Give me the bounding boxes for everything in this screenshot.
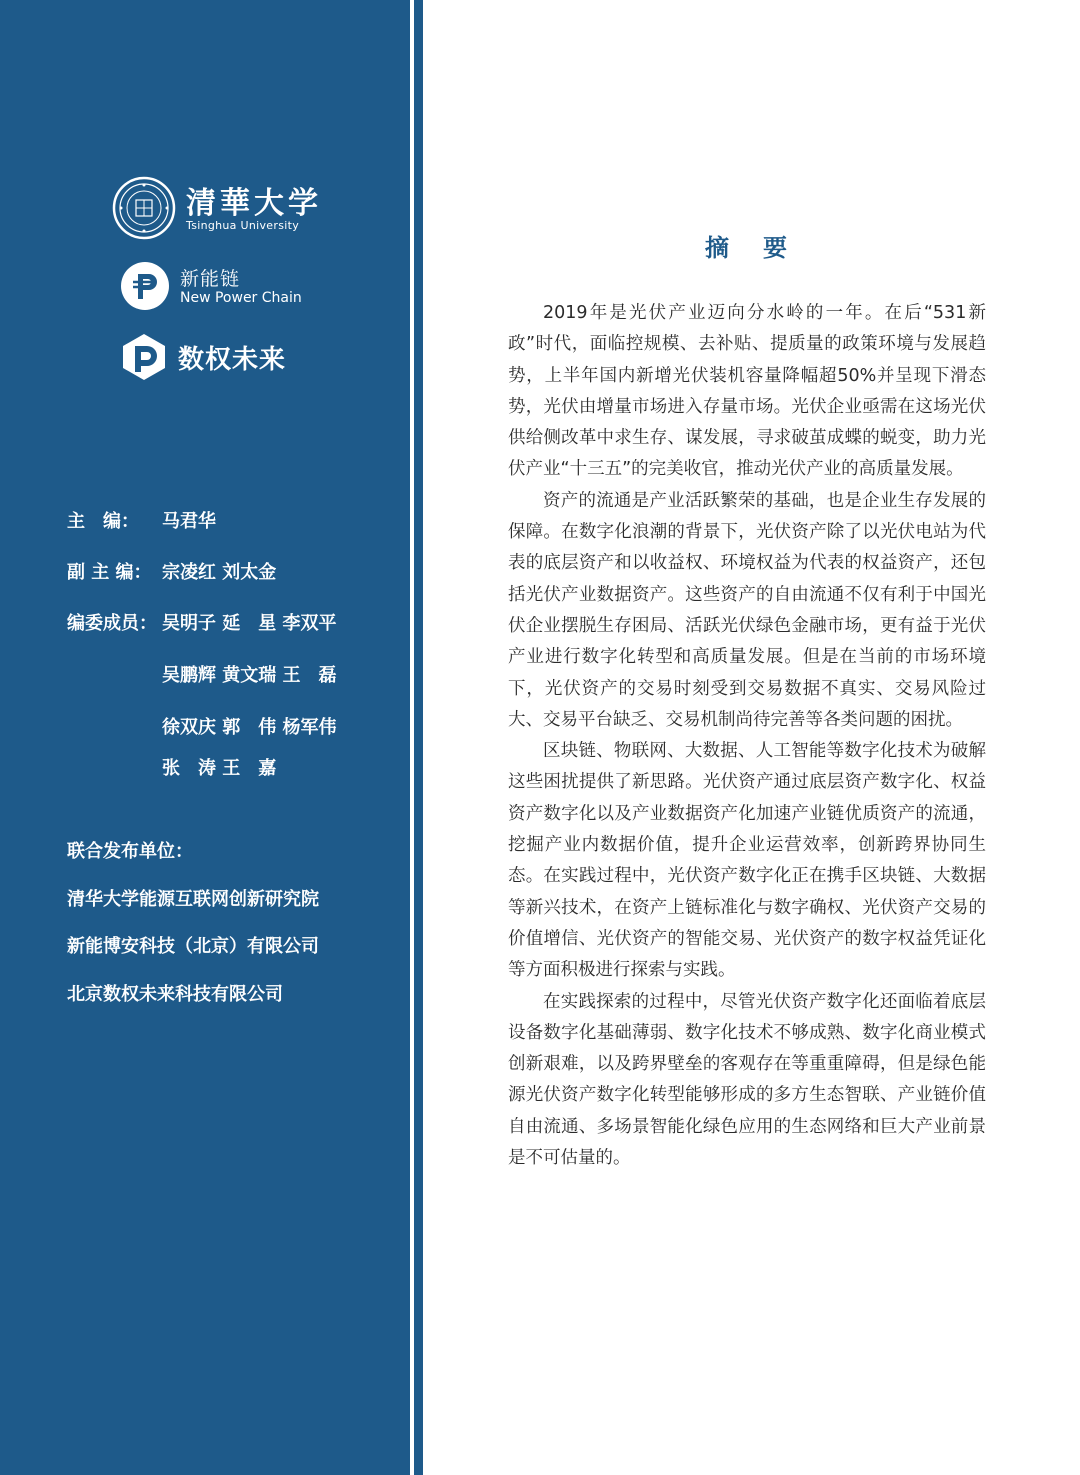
- abstract-title: 摘要: [705, 234, 821, 262]
- publisher-item: 新能博安科技（北京）有限公司: [67, 936, 319, 957]
- tsinghua-name-cn: 清華大学: [186, 186, 322, 221]
- chief-editor-name: 马君华: [162, 511, 216, 532]
- divider-stripe: [414, 0, 423, 1475]
- publisher-item: 清华大学能源互联网创新研究院: [67, 889, 319, 910]
- committee-row: 吴鹏辉 黄文瑞 王 磊: [162, 665, 337, 686]
- shuquan-hexagon-icon: [121, 333, 167, 381]
- deputy-editor-label: 副 主 编：: [67, 562, 152, 583]
- new-power-chain-name-en: New Power Chain: [180, 290, 302, 306]
- new-power-chain-logo: [121, 262, 341, 312]
- abstract-paragraph: 2019年是光伏产业迈向分水岭的一年。在后“531新政”时代，面临控规模、去补贴、提质量的政策环境与发展趋势，上半年国内新增光伏装机容量降幅超50%并呈现下滑态势，光伏由增量市场进入存量市场。光伏企业亟需在这场光伏供给侧改革中求生存、谋发展，寻求破茧成蝶的蜕变，助力光伏产业“十三五”的完美收官，推动光伏产业的高质量发展。: [508, 303, 986, 480]
- publisher-item: 北京数权未来科技有限公司: [67, 984, 283, 1005]
- new-power-chain-name-cn: 新能链: [180, 268, 241, 290]
- tsinghua-name-en: Tsinghua University: [186, 219, 300, 232]
- shuquan-logo: [121, 333, 341, 381]
- abstract-paragraph: 区块链、物联网、大数据、人工智能等数字化技术为破解这些困扰提供了新思路。光伏资产通过底层资产数字化、权益资产数字化以及产业数据资产化加速产业链优质资产的流通，挖掘产业内数据价值，提升企业运营效率，创新跨界协同生态。在实践过程中，光伏资产数字化正在携手区块链、大数据等新兴技术，在资产上链标准化与数字确权、光伏资产交易的价值增信、光伏资产的智能交易、光伏资产的数字权益凭证化等方面积极进行探索与实践。: [508, 741, 986, 981]
- abstract-paragraph: 资产的流通是产业活跃繁荣的基础，也是企业生存发展的保障。在数字化浪潮的背景下，光伏资产除了以光伏电站为代表的底层资产和以收益权、环境权益为代表的权益资产，还包括光伏产业数据资产。这些资产的自由流通不仅有利于中国光伏企业摆脱生存困局、活跃光伏绿色金融市场，更有益于光伏产业进行数字化转型和高质量发展。但是在当前的市场环境下，光伏资产的交易时刻受到交易数据不真实、交易风险过大、交易平台缺乏、交易机制尚待完善等各类问题的困扰。: [508, 490, 986, 730]
- new-power-chain-icon: [121, 262, 169, 310]
- abstract-paragraph: 在实践探索的过程中，尽管光伏资产数字化还面临着底层设备数字化基础薄弱、数字化技术不够成熟、数字化商业模式创新艰难，以及跨界壁垒的客观存在等重重障碍，但是绿色能源光伏资产数字化转型能够形成的多方生态智联、产业链价值自由流通、多场景智能化绿色应用的生态网络和巨大产业前景是不可估量的。: [508, 991, 986, 1169]
- committee-row: 吴明子 延 星 李双平: [162, 613, 337, 634]
- tsinghua-seal-icon: [112, 176, 176, 240]
- sidebar-panel: [0, 0, 410, 1475]
- tsinghua-logo: [112, 176, 342, 242]
- abstract-body: [508, 298, 986, 1174]
- publishers-title: 联合发布单位：: [67, 841, 193, 862]
- chief-editor-label: 主 编：: [67, 511, 139, 532]
- committee-row: 张 涛 王 嘉: [162, 758, 277, 779]
- committee-label: 编委成员：: [67, 613, 157, 634]
- committee-row: 徐双庆 郭 伟 杨军伟: [162, 717, 337, 738]
- deputy-editor-names: 宗凌红 刘太金: [162, 562, 277, 583]
- shuquan-name: 数权未来: [178, 345, 287, 375]
